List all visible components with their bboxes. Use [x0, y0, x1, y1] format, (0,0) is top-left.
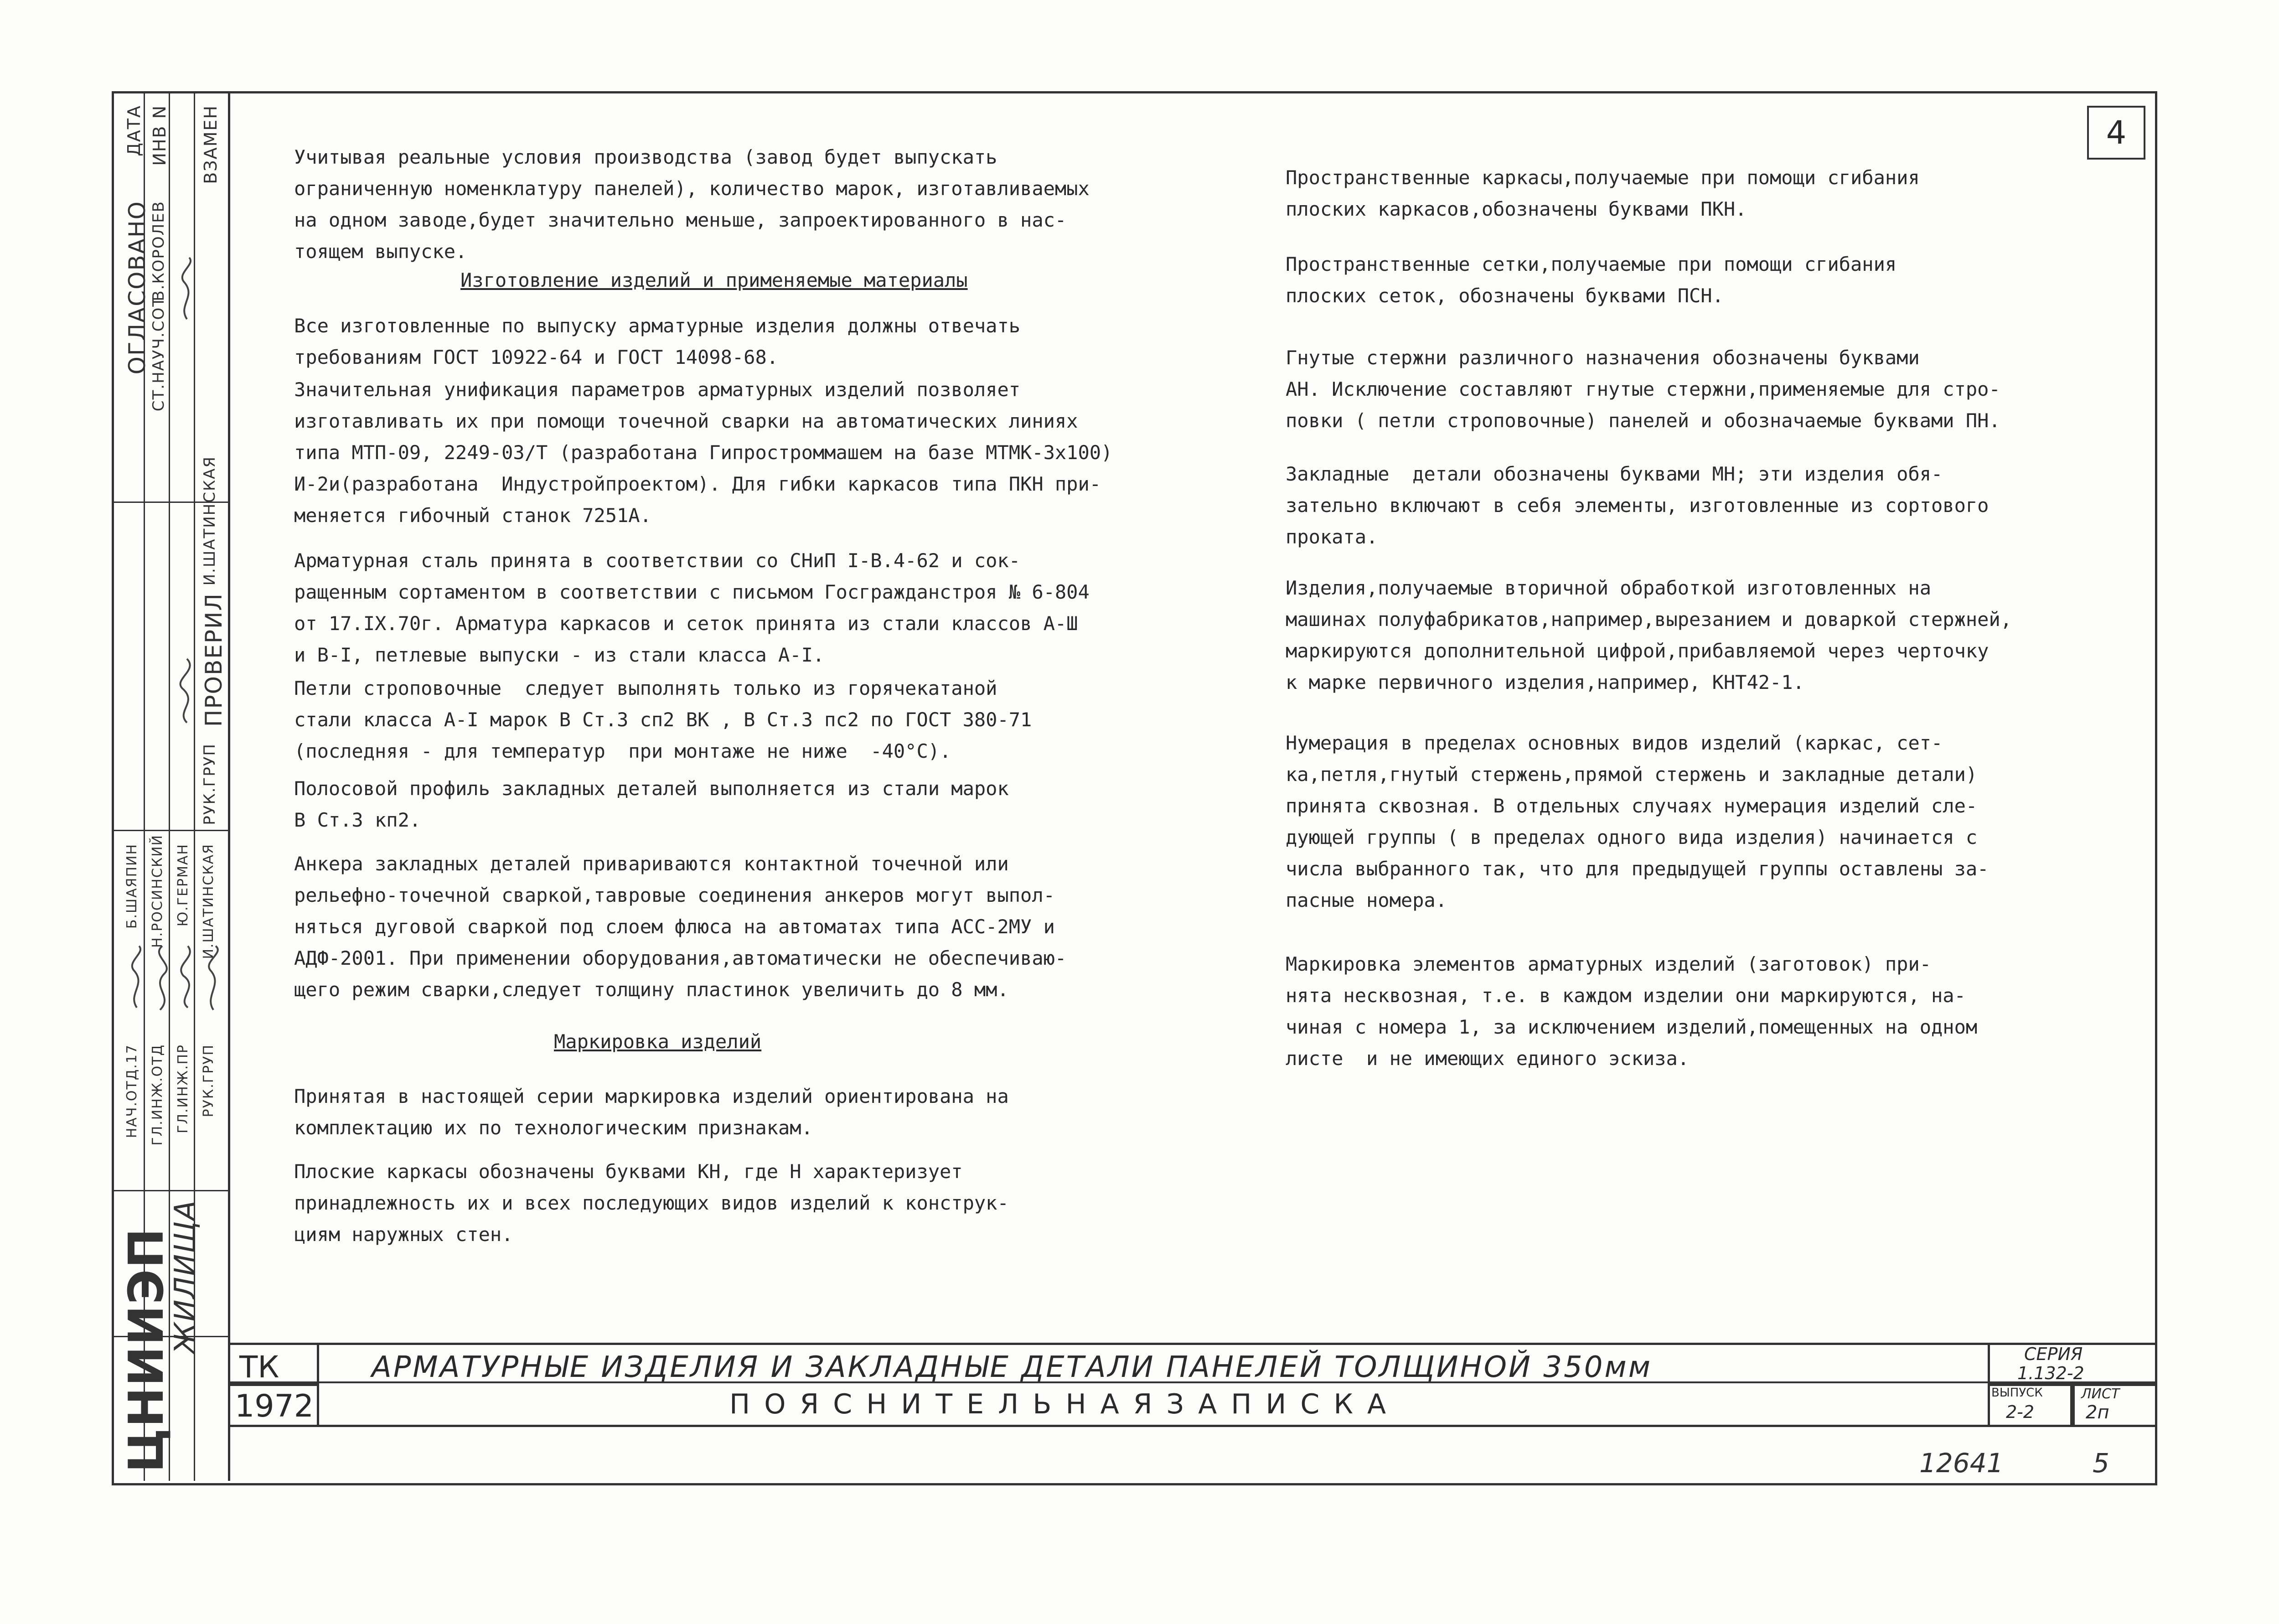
staff-name: И.ШАТИНСКАЯ	[201, 843, 217, 959]
left-paragraph-9: Плоские каркасы обозначены буквами КН, где Н характеризует принадлежность их и всех последующих видов изделий к конструк- циям наружных стен.	[294, 1160, 1009, 1246]
staff-name: Б.ШАЯПИН	[124, 843, 140, 929]
org-suffix: ЖИЛИЩА	[169, 1200, 202, 1354]
document-title: АРМАТУРНЫЕ ИЗДЕЛИЯ И ЗАКЛАДНЫЕ ДЕТАЛИ ПАНЕЛЕЙ ТОЛЩИНОЙ 350мм	[372, 1350, 1652, 1384]
issue-label: ВЫПУСК	[1991, 1386, 2043, 1400]
sheet-label: ЛИСТ	[2081, 1386, 2120, 1402]
left-paragraph-1: Учитывая реальные условия производства (завод будет выпускать ограниченную номенклатуру панелей), количество марок, изготавливаемых на одном заводе,будет значительно меньше, запроектированного в нас- тоящем выпуске.	[294, 146, 1090, 263]
right-paragraph-5: Изделия,получаемые вторичной обработкой изготовленных на машинах полуфабрикатов,например,вырезанием и доваркой стержней, маркируются дополнительной цифрой,прибавляемой через черточку к марке первичного изделия,например, КНТ42-1.	[1286, 577, 2012, 693]
right-paragraph-2: Пространственные сетки,получаемые при помощи сгибания плоских сеток, обозначены буквами ПСН.	[1286, 253, 1897, 307]
staff-role: ГЛ.ИНЖ.ПР	[175, 1044, 191, 1133]
sheet-value: 2п	[2086, 1402, 2109, 1423]
right-paragraph-1: Пространственные каркасы,получаемые при помощи сгибания плоских каркасов,обозначены буквами ПКН.	[1286, 166, 1920, 220]
staff-role: РУК.ГРУП	[201, 1044, 217, 1117]
staff-signature-icon	[200, 944, 227, 1012]
left-paragraph-2: Все изготовленные по выпуску арматурные изделия должны отвечать требованиям ГОСТ 10922-64 и ГОСТ 14098-68.	[294, 315, 1021, 368]
left-paragraph-5: Петли строповочные следует выполнять только из горячекатаной стали класса А-I марок В Ст.3 сп2 ВК , В Ст.3 пс2 по ГОСТ 380-71 (последняя - для температур при монтаже не ниже -40°С).	[294, 677, 1032, 762]
staff-role: НАЧ.ОТД.17	[124, 1044, 140, 1138]
approval-header: ОГЛАСОВАНО	[124, 201, 150, 375]
left-paragraph-6: Полосовой профиль закладных деталей выполняется из стали марок В Ст.3 кп2.	[294, 777, 1009, 831]
staff-signature-icon	[123, 944, 150, 1012]
right-paragraph-6: Нумерация в пределах основных видов изделий (каркас, сет- ка,петля,гнутый стержень,прямой стержень и закладные детали) принята сквозная. В отдельных случаях нумерация изделий сле- дующей группы ( в пределах одного вида изделия) начинается с числа выбранного так, что для предыдущей группы оставлены за- пасные номера.	[1286, 732, 1989, 911]
right-paragraph-7: Маркировка элементов арматурных изделий (заготовок) при- нята несквозная, т.е. в каждом изделии они маркируются, на- чиная с номера 1, за исключением изделий,помещенных на одном листе и не имеющих единого эскиза.	[1286, 953, 1978, 1070]
check-name: И.ШАТИНСКАЯ	[201, 456, 219, 586]
heading-marking: Маркировка изделий	[554, 1030, 762, 1053]
right-paragraph-4: Закладные детали обозначены буквами МН; эти изделия обя- зательно включают в себя элементы, изготовленные из сортового проката.	[1286, 463, 1989, 548]
staff-name: Ю.ГЕРМАН	[175, 843, 191, 927]
org-name: ЦНИИЭП	[119, 1227, 174, 1473]
check-role: РУК.ГРУП	[201, 743, 219, 825]
left-paragraph-8: Принятая в настоящей серии маркировка изделий ориентирована на комплектацию их по технологическим признакам.	[294, 1085, 1009, 1139]
page-number: 5	[2093, 1448, 2109, 1479]
approval-name: В.КОРОЛЕВ	[150, 201, 168, 301]
org-logo	[119, 1200, 221, 1473]
check-signature-icon	[173, 657, 201, 725]
approval-role-inv: ИНВ N	[150, 105, 170, 166]
title-tk: ТК	[239, 1350, 279, 1385]
right-paragraph-3: Гнутые стержни различного назначения обозначены буквами АН. Исключение составляют гнутые стержни,применяемые для стро- повки ( петли строповочные) панелей и обозначаемые буквами ПН.	[1286, 347, 2000, 432]
issue-value: 2-2	[2006, 1402, 2035, 1422]
approval-role-date: ДАТА	[124, 105, 144, 156]
left-paragraph-4: Арматурная сталь принята в соответствии со СНиП I-В.4-62 и сок- ращенным сортаментом в соответствии с письмом Госгражданстроя № 6-804 от 17.IX.70г. Арматура каркасов и сеток принята из стали классов А-Ш и В-I, петлевые выпуски - из стали класса А-I.	[294, 549, 1090, 666]
inventory-number: 12641	[1919, 1448, 2004, 1479]
left-paragraph-3: Значительная унификация параметров арматурных изделий позволяет изготавливать их при помощи точечной сварки на автоматических линиях типа МТП-09, 2249-03/Т (разработана Гипростроммашем на базе МТМК-3х100) И-2и(разработана Индустройпроектом). Для гибки каркасов типа ПКН при- меняется гибочный станок 7251А.	[294, 378, 1113, 527]
approval-signature-icon	[173, 255, 201, 324]
check-header: ПРОВЕРИЛ	[201, 593, 227, 727]
heading-manufacturing: Изготовление изделий и применяемые материалы	[460, 269, 968, 291]
staff-role: ГЛ.ИНЖ.ОТД	[150, 1044, 165, 1146]
staff-name: Н.РОСИНСКИЙ	[150, 834, 165, 948]
series-value: 1.132-2	[2017, 1363, 2084, 1383]
left-paragraph-7: Анкера закладных деталей привариваются контактной точечной или рельефно-точечной сваркой,тавровые соединения анкеров могут выпол- няться дуговой сваркой под слоем флюса на автоматах типа АСС-2МУ и АДФ-2001. При применении оборудования,автоматически не обеспечиваю- щего режим сварки,следует толщину пластинок увеличить до 8 мм.	[294, 853, 1067, 1001]
approval-role-replace: ВЗАМЕН	[201, 105, 221, 184]
document-subtitle: П О Я С Н И Т Е Л Ь Н А Я З А П И С К А	[729, 1388, 1389, 1420]
approval-role: СТ.НАУЧ.СОТ	[150, 296, 168, 412]
page-number-box: 4	[2087, 106, 2145, 160]
staff-signature-icon	[149, 944, 176, 1012]
title-year: 1972	[235, 1388, 314, 1424]
staff-signature-icon	[174, 944, 202, 1012]
series-label: СЕРИЯ	[2024, 1344, 2083, 1364]
